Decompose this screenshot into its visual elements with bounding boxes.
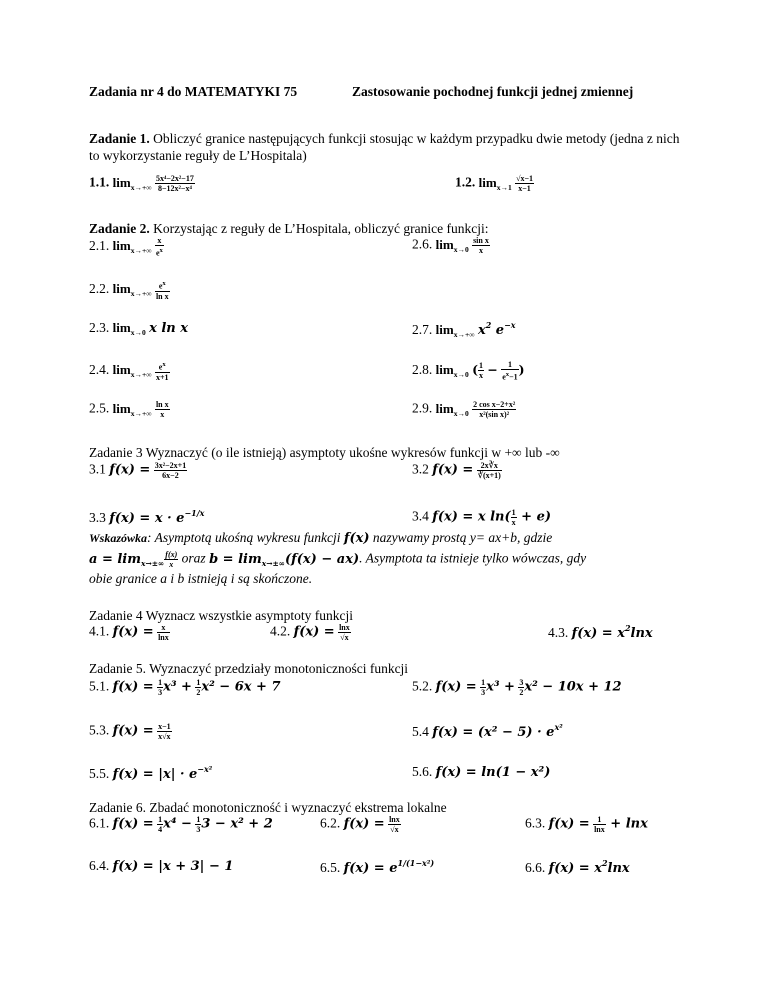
formula-3-1: 3.1 f(x) = $\frac{\text{3x²−2x+1}}{6x-2}$	[89, 461, 187, 480]
formula-6-2: 6.2. f(x) = $\frac{\ln x}{√x}$	[320, 815, 400, 834]
formula-6-4: 6.4. f(x) = |x + 3| − 1	[89, 858, 234, 874]
task-3-intro: Zadanie 3 Wyznaczyć (o ile istnieją) asymptoty ukośne wykresów funkcji w +∞ lub -∞	[89, 445, 560, 460]
formula-6-3: 6.3. f(x) = $\frac{1}{\ln x}$ + lnx	[525, 815, 648, 834]
formula-2-8: 2.8. $\lim_{x\to 0}$ ( $\frac{1}{x}$ − $\frac{1}{e^x-1}$ )	[412, 360, 525, 382]
formula-2-7: 2.7. $\lim_{x\to+\infty} x^2$ $e^{-x}$	[412, 320, 516, 339]
task-1-label: Zadanie 1.	[89, 131, 150, 146]
formula-2-5: 2.5. $\lim_{x\to+\infty}$ $\frac{\text{ln x}}{x}$	[89, 400, 169, 419]
task-2-label: Zadanie 2.	[89, 221, 150, 236]
formula-6-5: 6.5. $f(x) = e^{1/(1-x^2)}$	[320, 858, 435, 876]
formula-5-4: 5.4 $f(x) = (x^2 - 5) \cdot e^{x^2}$	[412, 722, 563, 740]
formula-2-2: 2.2. $\lim_{x\to+\infty}$ $\frac{e^x}{\text{ln x}}$	[89, 280, 169, 301]
formula-5-1: 5.1. f(x) = $\frac{1}{3}$ x³ + $\frac{1}{2}$ x² − 6x + 7	[89, 678, 281, 697]
formula-1-2: 1.2. $\lim_{x\to 1}$ $\frac{√x-1}{x-1}$	[455, 174, 534, 193]
hint-line-3: obie granice a i b istnieją i są skończone.	[89, 571, 313, 586]
formula-5-2: 5.2. f(x) = $\frac{1}{3}$ x³ + $\frac{3}{2}$ x² − 10x + 12	[412, 678, 622, 697]
task-1-intro	[89, 130, 689, 164]
task-5-intro: Zadanie 5. Wyznaczyć przedziały monotoniczności funkcji	[89, 661, 409, 676]
formula-6-1: 6.1. f(x) = $\frac{1}{4}$ x⁴ − $\frac{1}{3}$ 3 − x² + 2	[89, 815, 273, 834]
formula-3-3: 3.3 $f(x) = x \cdot e^{-1/x}$	[89, 508, 205, 526]
hint-line-1: Wskazówka: Asymptotą ukośną wykresu funkcji f(x) nazywamy prostą y= ax+b, gdzie	[89, 530, 553, 546]
formula-4-3: 4.3. $f(x) = x^2\ln x$	[548, 623, 653, 641]
header-right: Zastosowanie pochodnej funkcji jednej zmiennej	[352, 84, 634, 99]
formula-3-2: 3.2 f(x) = $\frac{2x∛x}{∛(x+1)}$	[412, 461, 501, 480]
formula-2-4: 2.4. $\lim_{x\to+\infty}$ $\frac{e^x}{x+1}$	[89, 361, 169, 382]
formula-3-4: 3.4 f(x) = x ln( $\frac{1}{x}$ + e)	[412, 508, 552, 527]
task-6-intro: Zadanie 6. Zbadać monotoniczność i wyznaczyć ekstrema lokalne	[89, 800, 447, 815]
formula-1-1: 1.1. $\lim_{x\to+\infty}$ $\frac{\text{5x⁴−2x²−17}}{\text{8−12x²−x⁴}}$	[89, 174, 194, 193]
formula-4-1: 4.1. f(x) = $\frac{x}{\ln x}$	[89, 623, 169, 642]
formula-5-6: 5.6. f(x) = ln(1 − x²)	[412, 764, 551, 780]
task-1-text: Obliczyć granice następujących funkcji stosując w każdym przypadku dwie metody (jedna z nich to wykorzystanie reguły de L’Hospitala)	[89, 131, 680, 163]
task-2-intro	[89, 221, 489, 237]
hint-label: Wskazówka	[89, 531, 148, 545]
task-4-intro: Zadanie 4 Wyznacz wszystkie asymptoty funkcji	[89, 608, 353, 623]
formula-2-6: 2.6. $\lim_{x\to 0}$ $\frac{\text{sin x}}{x}$	[412, 236, 489, 255]
header-left: Zadania nr 4 do MATEMATYKI 75	[89, 84, 298, 99]
formula-2-9: 2.9. $\lim_{x\to 0}$ $\frac{\text{2 cos x−2+x²}}{\text{x²(sin x)²}}$	[412, 400, 516, 419]
formula-6-6: 6.6. $f(x) = x^2\ln x$	[525, 858, 630, 876]
formula-5-3: 5.3. f(x) = $\frac{x-1}{x√x}$	[89, 722, 171, 741]
formula-2-3: 2.3. $\lim_{x\to 0} x$ ln x	[89, 320, 189, 337]
hint-line-2: $a = \lim_{x\to\pm\infty}$ $\frac{f(x)}{x}$ oraz $b = \lim_{x\to\pm\infty}(f(x) - ax)$. Asymptota ta istnieje tylko wówczas, gdy	[89, 550, 587, 569]
formula-2-1: 2.1. $\lim_{x\to+\infty}$ $\frac{x}{e^x}$	[89, 236, 163, 258]
task-2-text: Korzystając z reguły de L’Hospitala, obliczyć granice funkcji:	[153, 221, 489, 236]
formula-4-2: 4.2. f(x) = $\frac{\ln x}{√x}$	[270, 623, 350, 642]
formula-5-5: 5.5. $f(x) = |x| \cdot e^{-x^2}$	[89, 764, 213, 782]
